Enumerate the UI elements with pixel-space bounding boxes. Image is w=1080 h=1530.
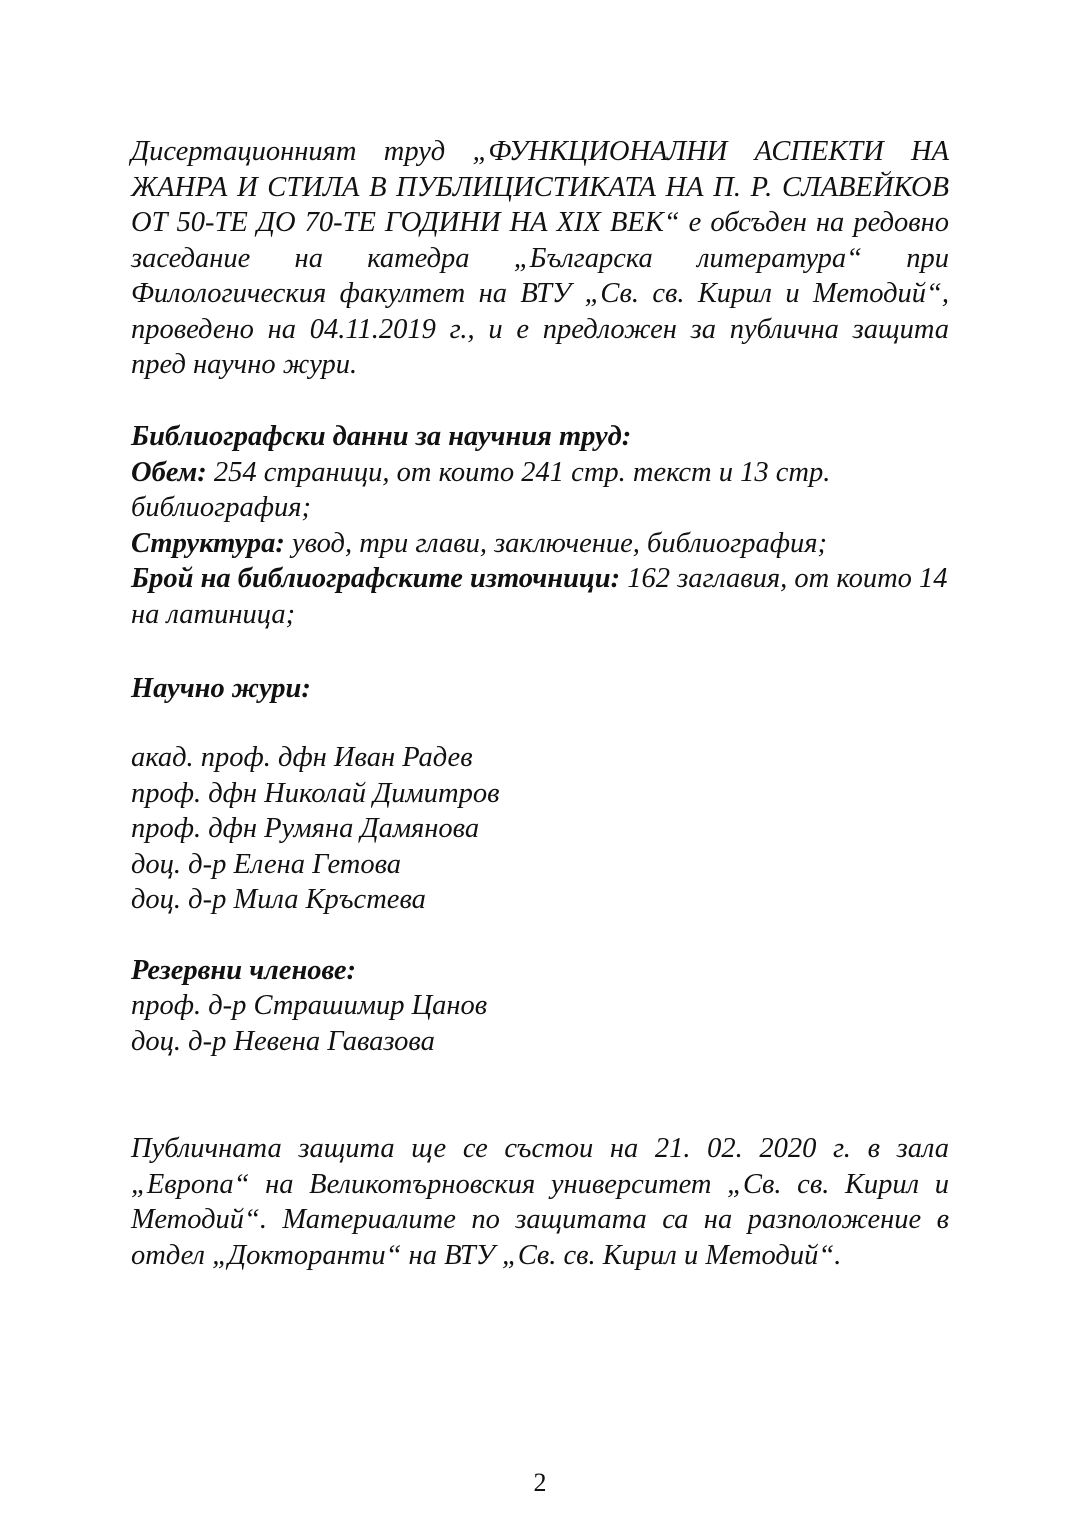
page-number: 2	[533, 1468, 547, 1497]
public-defense-paragraph: Публичната защита ще се състои на 21. 02. 2020 г. в зала „Европа“ на Великотърновския университет „Св. св. Кирил и Методий“. Материалите по защитата са на разположение в отдел „Докторанти“ на ВТУ „Св. св. Кирил и Методий“.	[131, 1133, 949, 1271]
jury-member: доц. д-р Елена Гетова	[131, 848, 402, 880]
volume-label: Обем:	[131, 456, 207, 488]
sources-line	[131, 561, 949, 632]
jury-heading: Научно жури:	[131, 673, 311, 704]
jury-member: проф. дфн Николай Димитров	[131, 777, 500, 809]
bibliographic-data-heading: Библиографски данни за научния труд:	[131, 421, 632, 452]
jury-member: доц. д-р Мила Кръстева	[131, 884, 426, 915]
jury-member: акад. проф. дфн Иван Радев	[131, 742, 473, 773]
jury-member: проф. дфн Румяна Дамянова	[131, 813, 480, 844]
bibliographic-data-section	[131, 419, 949, 632]
jury-list	[131, 740, 499, 918]
sources-value: 162 заглавия, от които 14 на латиница;	[131, 563, 948, 630]
reserve-members-list	[131, 988, 487, 1059]
reserve-member: доц. д-р Невена Гавазова	[131, 1025, 435, 1057]
reserve-member: проф. д-р Страшимир Цанов	[131, 990, 488, 1021]
sources-label: Брой на библиографските източници:	[131, 563, 621, 594]
structure-label: Структура:	[131, 527, 285, 559]
volume-line	[131, 455, 949, 526]
structure-line	[131, 526, 949, 562]
structure-value: увод, три глави, заключение, библиография;	[284, 527, 827, 559]
dissertation-intro-paragraph: Дисертационният труд „ФУНКЦИОНАЛНИ АСПЕКТИ НА ЖАНРА И СТИЛА В ПУБЛИЦИСТИКАТА НА П. Р. СЛАВЕЙКОВ ОТ 50-ТЕ ДО 70-ТЕ ГОДИНИ НА XIX ВЕК“ е обсъден на редовно заседание на катедра „Българска литература“ при Филологическия факултет на ВТУ „Св. св. Кирил и Методий“, проведено на 04.11.2019 г., и е предложен за публична защита пред научно жури.	[131, 136, 949, 380]
reserve-members-heading: Резервни членове:	[131, 955, 357, 986]
volume-value: 254 страници, от които 241 стр. текст и 13 стр. библиография;	[131, 456, 831, 523]
